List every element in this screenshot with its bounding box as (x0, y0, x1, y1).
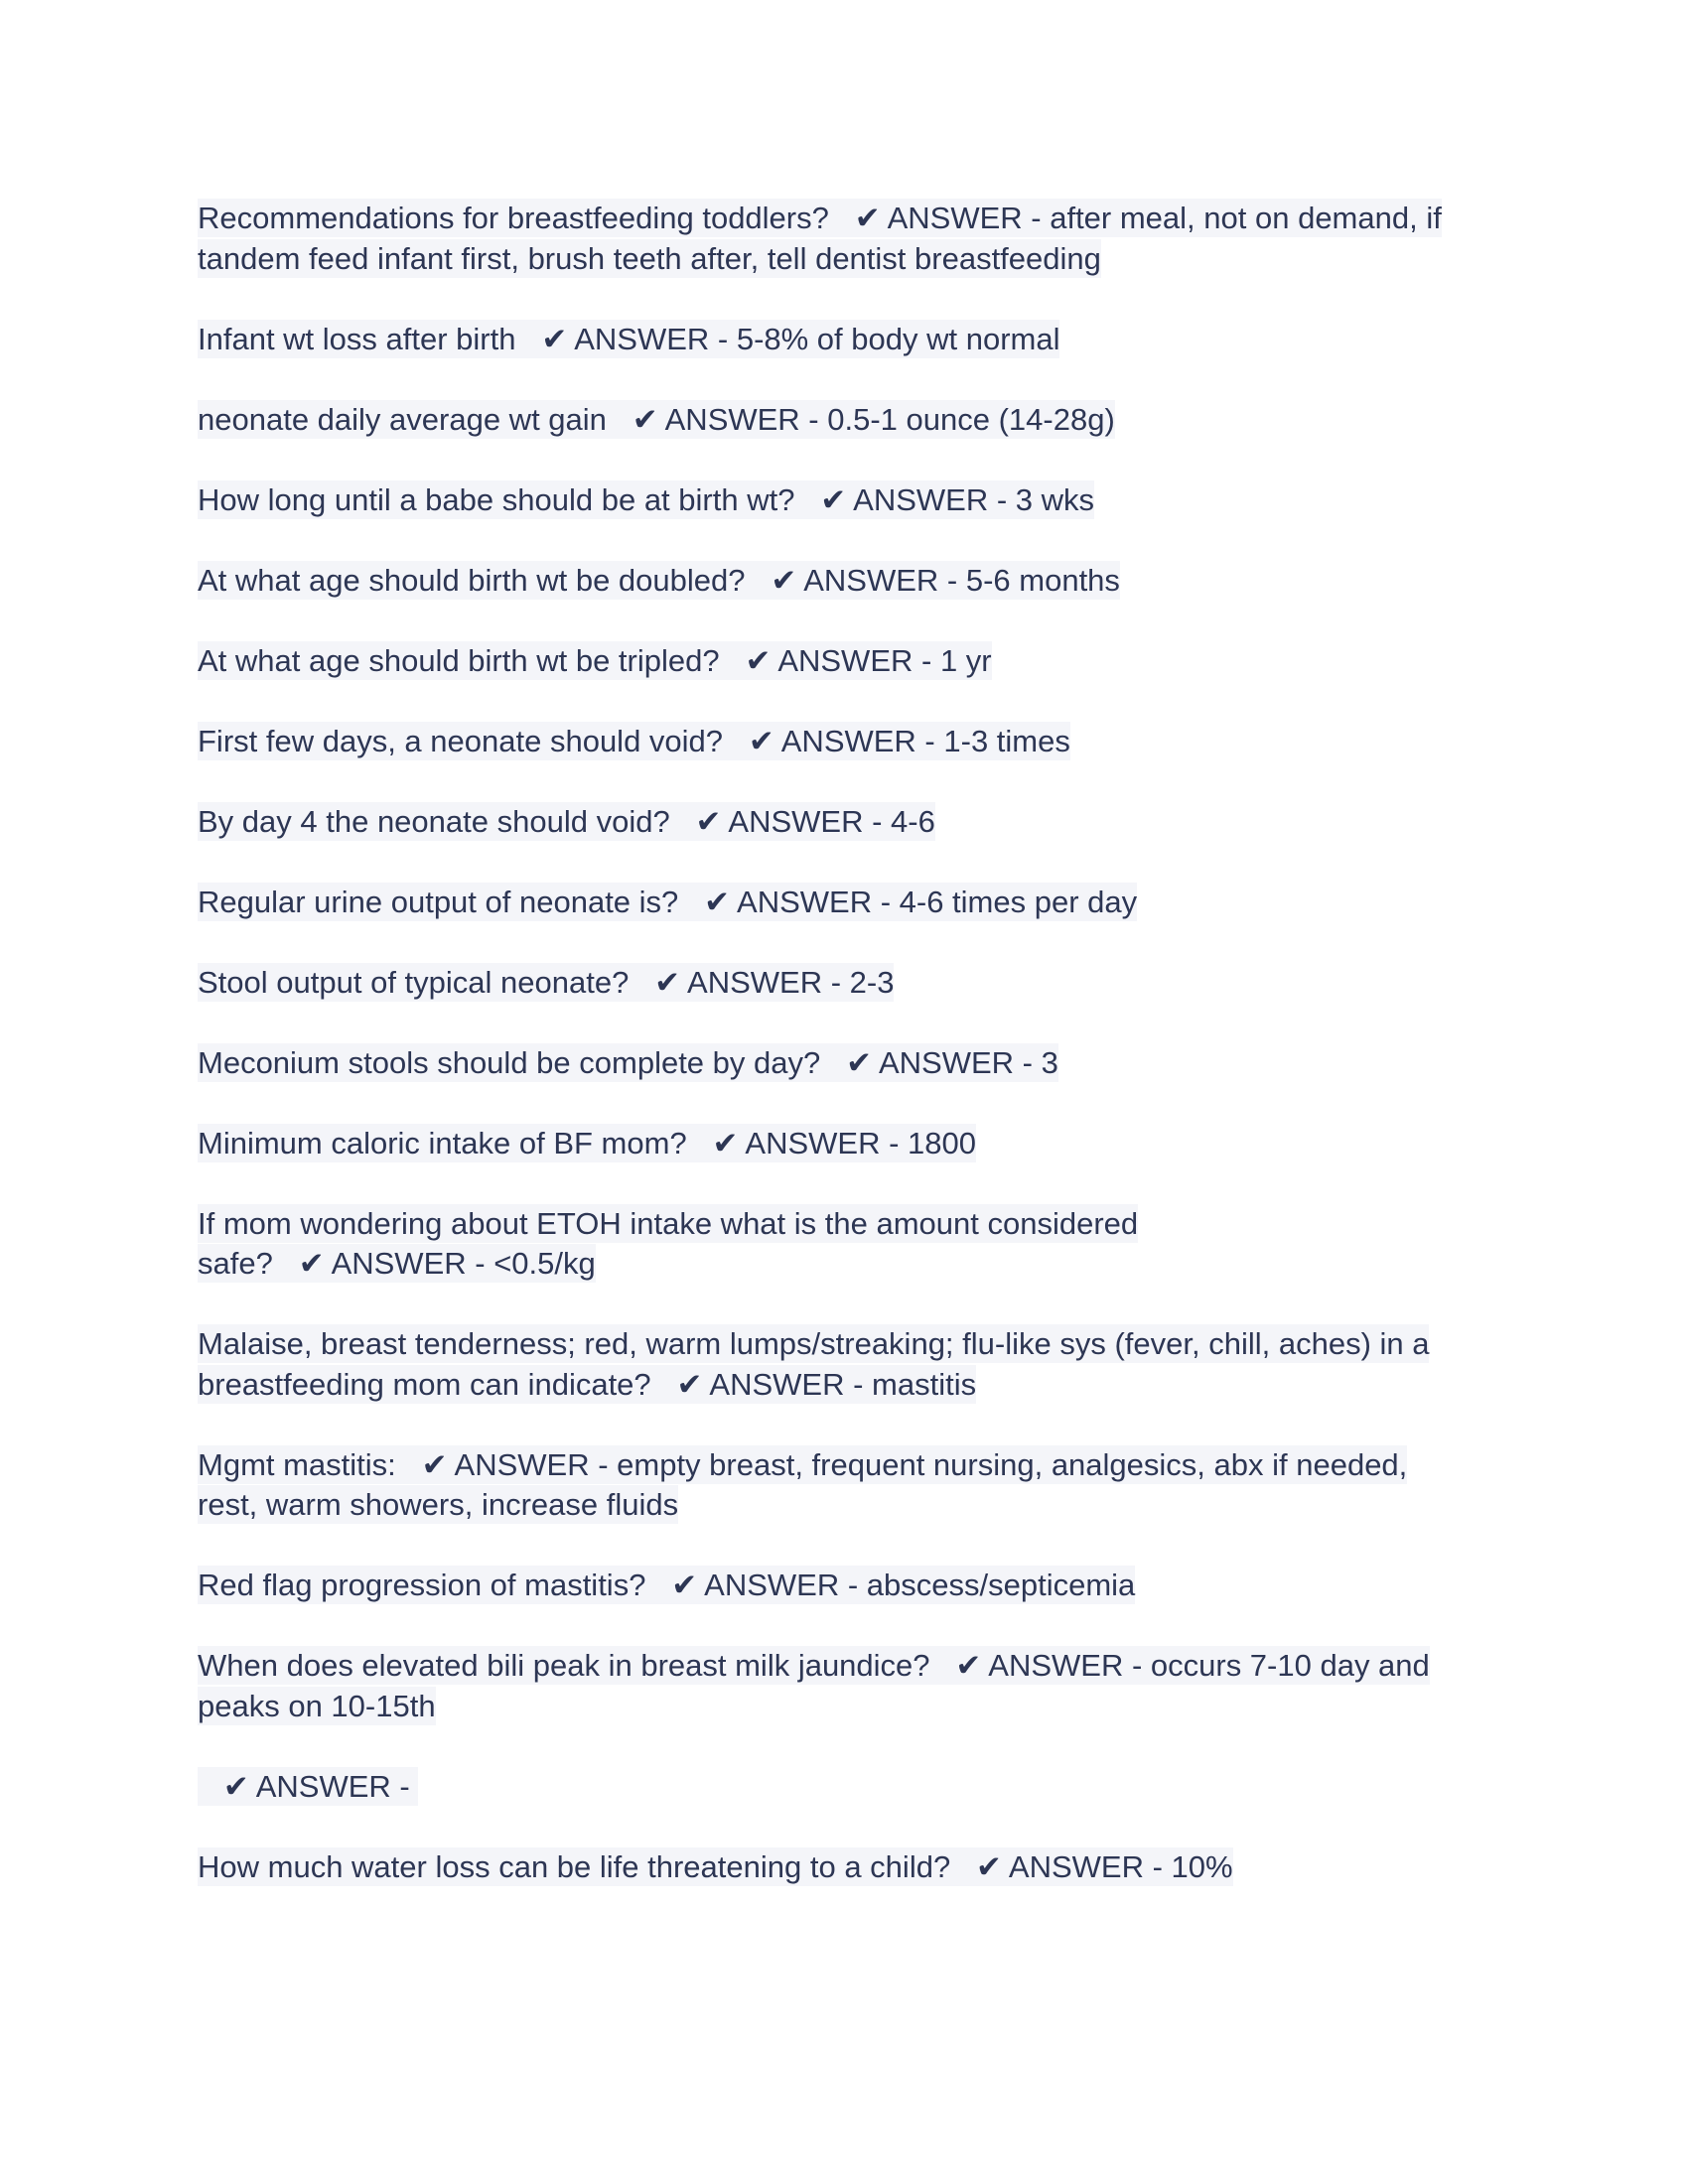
flashcard-list (198, 199, 1464, 1928)
qa-item (198, 400, 1464, 441)
qa-highlight (198, 1646, 1430, 1725)
qa-highlight (198, 802, 935, 841)
question-text: How much water loss can be life threatening to a child? (198, 1848, 951, 1884)
answer-label: ✔ ANSWER - (654, 964, 850, 1000)
question-text: Infant wt loss after birth (198, 321, 516, 356)
answer-label: ✔ ANSWER - (846, 1044, 1042, 1080)
qa-highlight (198, 1847, 1233, 1886)
answer-text: 10% (1171, 1848, 1233, 1884)
qa-item (198, 199, 1464, 279)
answer-label: ✔ ANSWER - (704, 884, 900, 919)
answer-text: 3 wks (1015, 481, 1095, 517)
answer-label: ✔ ANSWER - (298, 1246, 494, 1281)
answer-text: 5-8% of body wt normal (736, 321, 1060, 356)
qa-highlight (198, 1767, 418, 1806)
answer-text: 0.5-1 ounce (14-28g) (827, 401, 1115, 437)
answer-text: 4-6 (891, 803, 935, 839)
qa-item (198, 1566, 1464, 1606)
question-text: By day 4 the neonate should void? (198, 803, 670, 839)
answer-label: ✔ ANSWER - (222, 1768, 419, 1804)
question-text: Mgmt mastitis: (198, 1446, 396, 1482)
qa-highlight (198, 1324, 1429, 1404)
question-text: Red flag progression of mastitis? (198, 1568, 646, 1602)
qa-highlight (198, 641, 992, 680)
answer-text: 2-3 (849, 964, 895, 1000)
question-text: When does elevated bili peak in breast milk jaundice? (198, 1648, 930, 1683)
question-text: Malaise, breast tenderness; red, warm lumps/streaking; flu-like sys (fever, chill, aches) in a breastfeeding mom can indicate? (198, 1326, 1430, 1402)
qa-item (198, 1324, 1464, 1405)
answer-label: ✔ ANSWER - (976, 1848, 1172, 1884)
answer-text: mastitis (872, 1366, 977, 1402)
answer-text: empty breast, frequent nursing, analgesics, abx if needed, rest, warm showers, increase fluids (198, 1446, 1408, 1522)
qa-highlight (198, 1124, 976, 1162)
question-text: Regular urine output of neonate is? (198, 884, 679, 919)
answer-label: ✔ ANSWER - (748, 723, 944, 758)
question-text: At what age should birth wt be tripled? (198, 642, 720, 678)
question-text: Stool output of typical neonate? (198, 964, 630, 1000)
answer-label: ✔ ANSWER - (820, 481, 1016, 517)
answer-label: ✔ ANSWER - (745, 642, 940, 678)
qa-highlight (198, 1043, 1058, 1082)
answer-label: ✔ ANSWER - (632, 401, 828, 437)
qa-item (198, 883, 1464, 923)
question-text: How long until a babe should be at birth wt? (198, 481, 795, 517)
qa-item (198, 963, 1464, 1004)
qa-item (198, 561, 1464, 602)
answer-label: ✔ ANSWER - (695, 803, 892, 839)
question-text: If mom wondering about ETOH intake what is the amount considered safe? (198, 1205, 1139, 1281)
answer-label: ✔ ANSWER - (771, 562, 966, 598)
answer-label: ✔ ANSWER - (421, 1446, 618, 1482)
qa-item (198, 1124, 1464, 1164)
question-text: Minimum caloric intake of BF mom? (198, 1125, 687, 1160)
question-text: neonate daily average wt gain (198, 401, 607, 437)
answer-text: 4-6 times per day (899, 884, 1138, 919)
answer-label: ✔ ANSWER - (955, 1648, 1151, 1683)
qa-highlight (198, 1204, 1138, 1284)
answer-text: after meal, not on demand, if tandem feed infant first, brush teeth after, tell dentist breastfeeding (198, 201, 1442, 276)
question-text: Recommendations for breastfeeding toddlers? (198, 201, 829, 235)
qa-item (198, 480, 1464, 521)
answer-text: 5-6 months (965, 562, 1120, 598)
qa-item (198, 1847, 1464, 1888)
qa-highlight (198, 199, 1442, 278)
qa-highlight (198, 320, 1059, 358)
answer-text: abscess/septicemia (866, 1568, 1136, 1602)
qa-item (198, 1767, 1464, 1808)
question-text: At what age should birth wt be doubled? (198, 562, 746, 598)
qa-highlight (198, 883, 1137, 921)
answer-text: <0.5/kg (493, 1246, 596, 1281)
answer-text: 1-3 times (943, 723, 1070, 758)
qa-highlight (198, 400, 1115, 439)
qa-highlight (198, 963, 894, 1002)
qa-item (198, 1646, 1464, 1726)
qa-item (198, 1043, 1464, 1084)
qa-item (198, 1204, 1464, 1285)
qa-highlight (198, 1445, 1407, 1525)
answer-text: 1 yr (939, 642, 992, 678)
answer-text: occurs 7-10 day and peaks on 10-15th (198, 1648, 1430, 1723)
question-text: Meconium stools should be complete by day? (198, 1044, 821, 1080)
qa-highlight (198, 480, 1094, 519)
answer-label: ✔ ANSWER - (712, 1125, 909, 1160)
qa-highlight (198, 722, 1070, 760)
qa-item (198, 641, 1464, 682)
qa-highlight (198, 561, 1120, 600)
qa-item (198, 1445, 1464, 1526)
qa-item (198, 722, 1464, 762)
qa-highlight (198, 1566, 1135, 1604)
answer-label: ✔ ANSWER - (854, 201, 1051, 235)
qa-item (198, 320, 1464, 360)
question-text: First few days, a neonate should void? (198, 723, 724, 758)
answer-text: 1800 (908, 1125, 976, 1160)
qa-item (198, 802, 1464, 843)
answer-text: 3 (1041, 1044, 1058, 1080)
answer-label: ✔ ANSWER - (541, 321, 737, 356)
answer-label: ✔ ANSWER - (676, 1366, 873, 1402)
answer-label: ✔ ANSWER - (671, 1568, 867, 1602)
